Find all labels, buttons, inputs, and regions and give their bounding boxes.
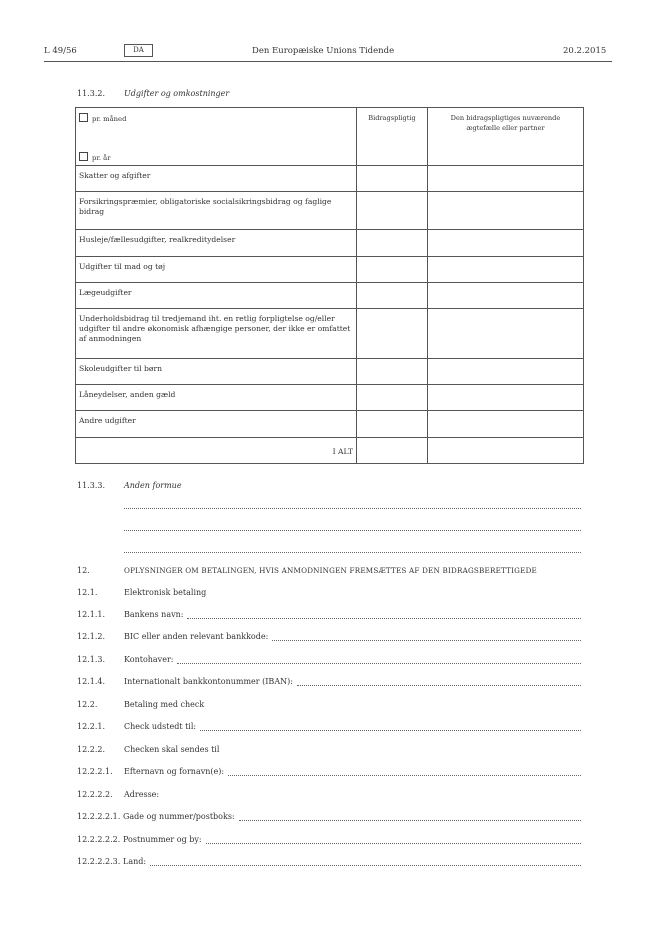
table-row [76, 385, 584, 411]
section-title: Udgifter og omkostninger [124, 89, 230, 98]
obligor-value-cell[interactable] [357, 283, 428, 309]
page-reference: L 49/56 [44, 46, 77, 56]
partner-value-cell[interactable] [428, 283, 584, 309]
obligor-value-cell[interactable] [357, 166, 428, 192]
item-number: 12.2.2.2.2. [77, 835, 121, 844]
column-header-partner: Den bidragspligtiges nuværende ægtefælle eller partner [428, 108, 584, 166]
partner-value-cell[interactable] [428, 411, 584, 438]
publication-date: 20.2.2015 [563, 46, 607, 56]
period-option-yearly[interactable]: pr. år [79, 152, 110, 163]
item-label: Land: [123, 857, 147, 866]
item-input-field[interactable] [187, 618, 581, 619]
section-number: 11.3.3. [77, 481, 105, 490]
item-input-field[interactable] [200, 730, 581, 731]
item-label: Checken skal sendes til [124, 745, 220, 754]
item-number: 12.1.3. [77, 655, 105, 664]
total-label: I ALT [76, 438, 357, 464]
partner-value-cell[interactable] [428, 359, 584, 385]
item-number: 12.2.2.1. [77, 767, 113, 776]
expenses-table [75, 107, 584, 464]
period-selector-cell [76, 108, 357, 166]
partner-value-cell[interactable] [428, 257, 584, 283]
obligor-value-cell[interactable] [357, 230, 428, 257]
table-row [76, 257, 584, 283]
item-input-field[interactable] [297, 685, 581, 686]
section-number: 12. [77, 566, 90, 575]
table-header-row [76, 108, 584, 166]
table-row [76, 359, 584, 385]
row-label: Skoleudgifter til børn [76, 359, 357, 385]
item-label: Check udstedt til: [124, 722, 197, 731]
partner-total-cell[interactable] [428, 438, 584, 464]
section-title: Anden formue [124, 481, 182, 490]
obligor-value-cell[interactable] [357, 359, 428, 385]
row-label: Forsikringspræmier, obligatoriske socialsikringsbidrag og faglige bidrag [76, 192, 357, 230]
item-label: Postnummer og by: [123, 835, 202, 844]
item-number: 12.2. [77, 700, 98, 709]
other-assets-line-2[interactable] [124, 530, 581, 531]
column-header-obligor: Bidragspligtig [357, 108, 428, 166]
obligor-value-cell[interactable] [357, 309, 428, 359]
row-label: Skatter og afgifter [76, 166, 357, 192]
partner-value-cell[interactable] [428, 385, 584, 411]
section-title: OPLYSNINGER OM BETALINGEN, HVIS ANMODNINGEN FREMSÆTTES AF DEN BIDRAGSBERETTIGEDE [124, 566, 537, 575]
period-option-monthly[interactable]: pr. måned [79, 113, 126, 124]
item-input-field[interactable] [272, 640, 581, 641]
other-assets-line-1[interactable] [124, 508, 581, 509]
item-input-field[interactable] [177, 663, 581, 664]
table-row [76, 166, 584, 192]
total-row [76, 438, 584, 464]
row-label: Underholdsbidrag til tredjemand iht. en retlig forpligtelse og/eller udgifter til andre økonomisk afhængige personer, der ikke er omfattet af anmodningen [76, 309, 357, 359]
checkbox-icon[interactable] [79, 113, 88, 122]
journal-title: Den Europæiske Unions Tidende [252, 46, 395, 56]
other-assets-line-3[interactable] [124, 552, 581, 553]
item-label: Betaling med check [124, 700, 205, 709]
row-label: Andre udgifter [76, 411, 357, 438]
table-row [76, 192, 584, 230]
item-number: 12.1.4. [77, 677, 105, 686]
item-label: Gade og nummer/postboks: [123, 812, 235, 821]
section-number: 11.3.2. [77, 89, 105, 98]
item-input-field[interactable] [206, 843, 581, 844]
item-label: Adresse: [124, 790, 160, 799]
row-label: Udgifter til mad og tøj [76, 257, 357, 283]
item-number: 12.1.1. [77, 610, 105, 619]
obligor-value-cell[interactable] [357, 411, 428, 438]
row-label: Lægeudgifter [76, 283, 357, 309]
row-label: Husleje/fællesudgifter, realkreditydelser [76, 230, 357, 257]
item-number: 12.2.2.2.1. [77, 812, 121, 821]
item-input-field[interactable] [150, 865, 581, 866]
item-number: 12.1. [77, 588, 98, 597]
table-row [76, 230, 584, 257]
table-row [76, 283, 584, 309]
table-row [76, 309, 584, 359]
partner-value-cell[interactable] [428, 192, 584, 230]
item-input-field[interactable] [228, 775, 581, 776]
item-number: 12.2.2.2.3. [77, 857, 121, 866]
obligor-value-cell[interactable] [357, 257, 428, 283]
header-rule [44, 61, 612, 62]
partner-value-cell[interactable] [428, 166, 584, 192]
item-number: 12.2.1. [77, 722, 105, 731]
item-label: Internationalt bankkontonummer (IBAN): [124, 677, 293, 686]
item-label: BIC eller anden relevant bankkode: [124, 632, 269, 641]
item-label: Kontohaver: [124, 655, 174, 664]
obligor-value-cell[interactable] [357, 385, 428, 411]
item-input-field[interactable] [239, 820, 581, 821]
partner-value-cell[interactable] [428, 230, 584, 257]
obligor-total-cell[interactable] [357, 438, 428, 464]
obligor-value-cell[interactable] [357, 192, 428, 230]
item-label: Efternavn og fornavn(e): [124, 767, 225, 776]
item-number: 12.2.2. [77, 745, 105, 754]
checkbox-icon[interactable] [79, 152, 88, 161]
item-label: Bankens navn: [124, 610, 184, 619]
item-label: Elektronisk betaling [124, 588, 207, 597]
language-badge: DA [124, 44, 153, 57]
table-row [76, 411, 584, 438]
partner-value-cell[interactable] [428, 309, 584, 359]
item-number: 12.1.2. [77, 632, 105, 641]
item-number: 12.2.2.2. [77, 790, 113, 799]
row-label: Låneydelser, anden gæld [76, 385, 357, 411]
